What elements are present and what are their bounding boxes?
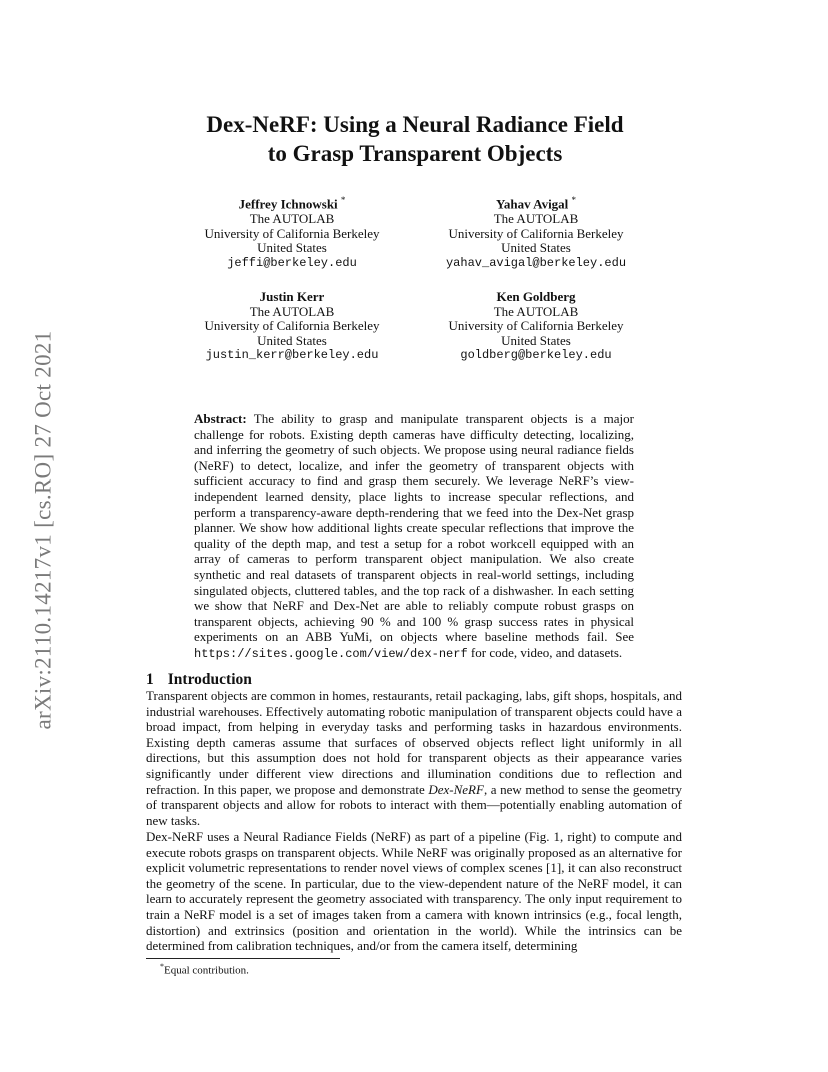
arxiv-stamp: arXiv:2110.14217v1 [cs.RO] 27 Oct 2021 [30,330,56,730]
title-line-1: Dex-NeRF: Using a Neural Radiance Field [206,112,624,137]
author-country: United States [501,240,571,256]
footnote-rule [146,958,340,959]
author-lab: The AUTOLAB [249,303,335,319]
author-email[interactable]: yahav_avigal@berkeley.edu [445,255,627,270]
author-name: Ken Goldberg [496,289,576,304]
author-block-2 [416,193,656,270]
equal-contribution-mark: * [571,195,577,205]
footnote-mark: * [160,962,164,971]
author-email[interactable]: goldberg@berkeley.edu [460,348,612,363]
author-university: University of California Berkeley [204,318,380,334]
method-name: Dex-NeRF [428,781,484,797]
author-university: University of California Berkeley [448,225,624,241]
author-lab: The AUTOLAB [493,303,579,319]
author-email[interactable]: jeffi@berkeley.edu [227,255,357,270]
author-name: Jeffrey Ichnowski [238,196,338,212]
author-name: Yahav Avigal [495,196,569,212]
author-university: University of California Berkeley [448,318,624,334]
title-line-2: to Grasp Transparent Objects [267,141,563,166]
section-title: Introduction [167,671,252,688]
intro-paragraph-2: Dex-NeRF uses a Neural Radiance Fields (NeRF) as part of a pipeline (Fig. 1, right) to compute and execute robots grasps on transparent objects. While NeRF was originally proposed as an alternative for explicit volumetric representations to render novel views of complex scenes [1], it can also reconstruct the geometry of the scene. In particular, due to the view-dependent nature of the NeRF model, it can learn to accurately represent the geometry associated with transparency. The only input requirement to train a NeRF model is a set of images taken from a camera with known intrinsics (e.g., focal length, distortion) and extrinsics (position and orientation in the world). While the intrinsics can be determined from calibration techniques, and/or from the camera itself, determining [146,829,682,954]
author-block-3 [172,290,412,363]
author-name: Justin Kerr [259,289,325,304]
abstract-label: Abstract: [194,411,247,426]
author-lab: The AUTOLAB [493,210,579,226]
footnote [160,962,249,977]
author-lab: The AUTOLAB [249,210,335,226]
paper-title [146,110,684,168]
abstract-tail: for code, video, and datasets. [467,644,623,660]
author-university: University of California Berkeley [204,225,380,241]
author-block-4 [416,290,656,363]
footnote-text: Equal contribution. [164,964,249,977]
section-number: 1 [146,671,154,688]
author-country: United States [257,332,327,348]
intro-paragraph-1: Transparent objects are common in homes, restaurants, retail packaging, labs, gift shops, hospitals, and industrial warehouses. Effectively automating robotic manipulation of transparent objects could have a broad impact, from helping in everyday tasks and performing tasks in hazardous environments. Existing depth cameras assume that surfaces of observed objects reflect light uniformly in all directions, but this assumption does not hold for transparent objects as their appearance varies significantly under different view directions and illumination conditions due to reflection and refraction. In this paper, we propose and demonstrate Dex-NeRF, a new method to sense the geometry of transparent objects and allow for robots to interact with them—potentially enabling automation of new tasks. [146,688,682,828]
author-block-1 [172,193,412,270]
equal-contribution-mark: * [340,195,346,205]
section-heading [146,671,252,689]
abstract-text: The ability to grasp and manipulate transparent objects is a major challenge for robots. Existing depth cameras have difficulty detecting, localizing, and inferring the geometry of such objects. We propose using neural radiance fields (NeRF) to detect, localize, and infer the geometry of transparent objects with sufficient accuracy to find and grasp them securely. We leverage NeRF’s view-independent learned density, place lights to increase specular reflections, and perform a transparency-aware depth-rendering that we feed into the Dex-Net grasp planner. We show how additional lights create specular reflections that improve the quality of the depth map, and test a setup for a robot workcell equipped with an array of cameras to perform transparent object manipulation. We also create synthetic and real datasets of transparent objects in real-world settings, including singulated objects, cluttered tables, and the top rack of a dishwasher. In each setting we show that NeRF and Dex-Net are able to reliably compute robust grasps on transparent objects, achieving 90 % and 100 % grasp success rates in physical experiments on an ABB YuMi, on objects where baseline methods fail. See [194,411,634,645]
project-link[interactable]: https://sites.google.com/view/dex-nerf [194,646,468,661]
author-country: United States [501,332,571,348]
author-country: United States [257,240,327,256]
abstract [194,411,634,663]
author-email[interactable]: justin_kerr@berkeley.edu [205,348,379,363]
